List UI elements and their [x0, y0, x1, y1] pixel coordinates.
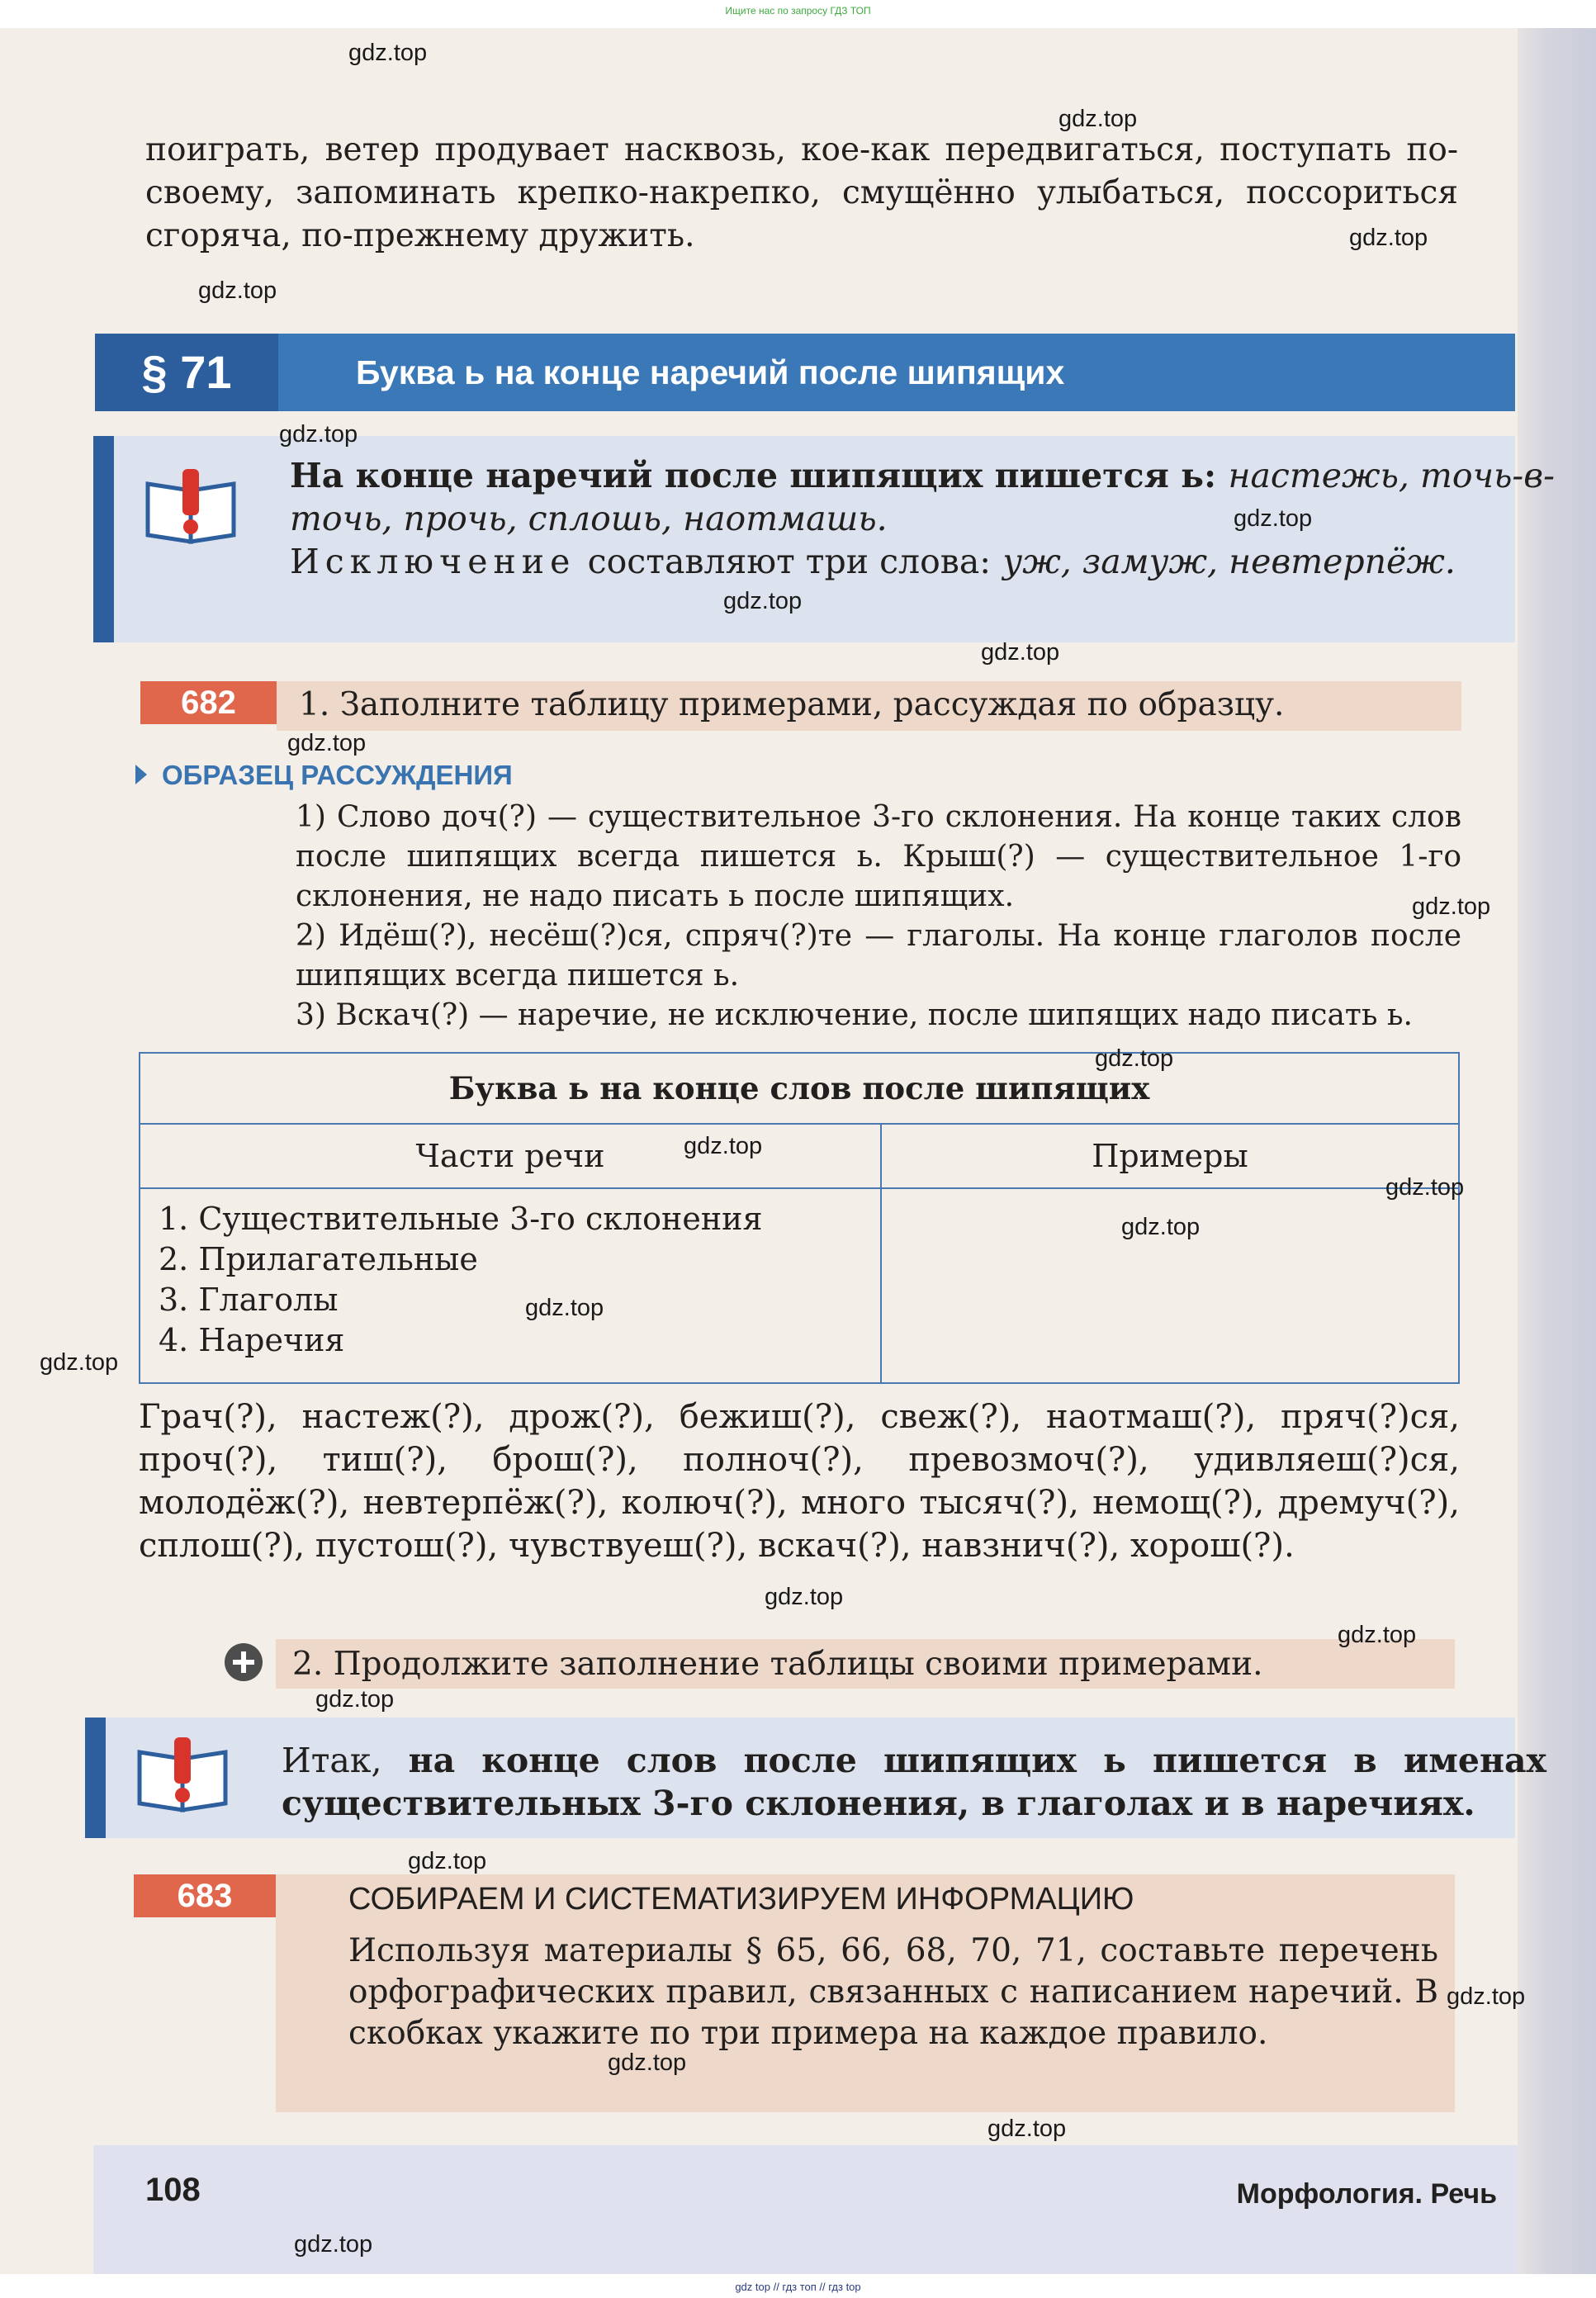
bottom-banner-text: gdz top // гдз топ // гдз top	[735, 2281, 861, 2293]
rule-exception-examples: уж, замуж, невтерпёж.	[1002, 542, 1456, 581]
watermark: gdz.top	[1121, 1214, 1201, 1240]
watermark: gdz.top	[987, 2116, 1067, 2142]
exercise-682-task2: 2. Продолжите заполнение таблицы своими примерами.	[292, 1646, 1263, 1683]
exercise-683-number: 683	[134, 1874, 276, 1917]
top-banner	[0, 0, 1596, 28]
table-row: 2. Прилагательные	[159, 1241, 478, 1277]
exercise-682-number: 682	[140, 681, 277, 724]
watermark: gdz.top	[408, 1848, 487, 1874]
watermark: gdz.top	[1095, 1045, 1174, 1072]
exercise-words: Грач(?), настеж(?), дрож(?), бежиш(?), свеж(?), наотмаш(?), пряч(?)ся, проч(?), тиш(?), брош(?), полноч(?), превозмоч(?), удивляеш(?)ся, молодёж(?), невтерпёж(?), колюч(?), много тысяч(?), немощ(?), дремуч(?), сплош(?), пустош(?), чувствуеш(?), вскач(?), навзнич(?), хорош(?).	[139, 1398, 1460, 1565]
page-spine	[1518, 28, 1596, 2274]
watermark: gdz.top	[1234, 505, 1313, 532]
section-header	[95, 334, 1515, 411]
watermark: gdz.top	[684, 1133, 763, 1159]
rule-box	[93, 436, 1555, 642]
rule-exception-word: Исключение	[290, 542, 576, 581]
intro-paragraph: поиграть, ветер продувает насквозь, кое-как передвигаться, поступать по-своему, запоминать крепко-накрепко, смущённо улыбаться, поссориться сгоряча, по-прежнему дружить.	[145, 131, 1458, 254]
exercise-683-heading: СОБИРАЕМ И СИСТЕМАТИЗИРУЕМ ИНФОРМАЦИЮ	[348, 1882, 1134, 1917]
watermark: gdz.top	[40, 1349, 119, 1376]
rule-lead: На конце наречий после шипящих пишется ь:	[290, 456, 1217, 495]
sample-line: 3) Вскач(?) — наречие, не исключение, после шипящих надо писать ь.	[296, 998, 1413, 1032]
watermark: gdz.top	[1338, 1622, 1417, 1648]
examples-table	[139, 1052, 1460, 1384]
table-header-examples: Примеры	[881, 1124, 1459, 1188]
rule-examples: настежь, точь-в-точь, прочь, сплошь, наотмашь.	[290, 456, 1555, 538]
watermark: gdz.top	[1412, 893, 1491, 920]
watermark: gdz.top	[1447, 1983, 1526, 2010]
summary-lead: Итак,	[282, 1741, 382, 1780]
watermark: gdz.top	[1349, 225, 1428, 251]
watermark: gdz.top	[1058, 106, 1138, 132]
watermark: gdz.top	[294, 2231, 373, 2258]
table-title: Буква ь на конце слов после шипящих	[140, 1053, 1459, 1124]
watermark: gdz.top	[608, 2049, 687, 2076]
watermark: gdz.top	[279, 421, 358, 448]
watermark: gdz.top	[981, 639, 1060, 666]
plus-icon	[225, 1643, 263, 1681]
rule-text	[290, 454, 1555, 583]
section-number: § 71	[95, 334, 278, 411]
table-parts-cell	[140, 1188, 881, 1383]
exercise-682-task: 1. Заполните таблицу примерами, рассуждая по образцу.	[299, 686, 1285, 723]
watermark: gdz.top	[525, 1295, 604, 1321]
top-banner-text: Ищите нас по запросу ГДЗ ТОП	[725, 5, 871, 17]
watermark: gdz.top	[287, 730, 367, 756]
bottom-banner	[0, 2274, 1596, 2298]
summary-rule-box	[85, 1718, 1546, 1838]
rule-bar	[93, 436, 114, 642]
sample-heading-text: ОБРАЗЕЦ РАССУЖДЕНИЯ	[162, 760, 513, 790]
watermark: gdz.top	[348, 40, 428, 66]
table-row: 4. Наречия	[159, 1322, 345, 1358]
rule-bar	[85, 1718, 106, 1838]
watermark: gdz.top	[723, 588, 803, 614]
summary-rule-text	[282, 1739, 1546, 1825]
sample-line: 1) Слово доч(?) — существительное 3-го склонения. На конце таких слов после шипящих всегда пишется ь. Крыш(?) — существительное 1-го склонения, не надо писать ь после шипящих.	[296, 800, 1461, 913]
table-row: 3. Глаголы	[159, 1282, 339, 1318]
rule-exception-text: составляют три слова:	[587, 542, 992, 581]
watermark: gdz.top	[315, 1686, 395, 1713]
sample-line: 2) Идёш(?), несёш(?)ся, спряч(?)те — глаголы. На конце глаголов после шипящих всегда пишется ь.	[296, 919, 1461, 993]
watermark: gdz.top	[198, 277, 277, 304]
table-header-parts: Части речи	[140, 1124, 881, 1188]
table-row: 1. Существительные 3-го склонения	[159, 1201, 763, 1237]
sample-heading	[139, 760, 513, 791]
summary-text: на конце слов после шипящих ь пишется в именах существительных 3-го склонения, в глаголах и в наречиях.	[282, 1741, 1546, 1823]
watermark: gdz.top	[1385, 1174, 1465, 1201]
watermark: gdz.top	[765, 1584, 844, 1610]
section-title: Буква ь на конце наречий после шипящих	[356, 353, 1065, 391]
rule-book-icon	[141, 466, 240, 545]
footer-title: Морфология. Речь	[1236, 2178, 1497, 2210]
sample-reasoning	[296, 798, 1461, 1035]
exercise-683-text: Используя материалы § 65, 66, 68, 70, 71, составьте перечень орфографических правил, связанных с написанием наречий. В скобках укажите по три примера на каждое правило.	[348, 1931, 1453, 2063]
page-number: 108	[145, 2172, 201, 2208]
rule-book-icon	[133, 1734, 232, 1813]
